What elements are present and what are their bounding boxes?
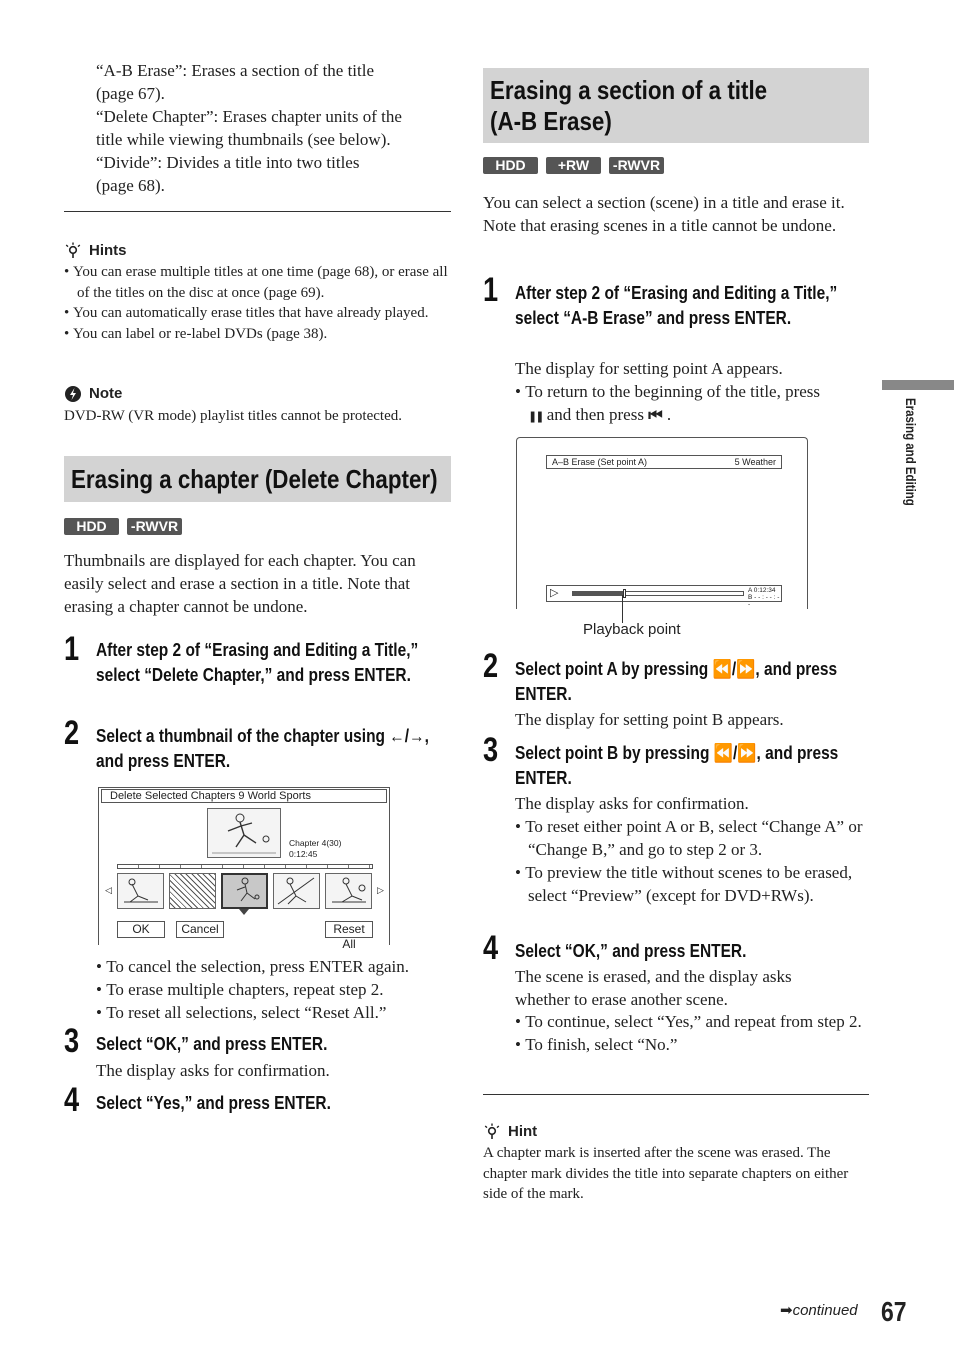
callout-line (622, 595, 623, 623)
badge-hdd: HDD (64, 518, 119, 535)
step-number: 3 (64, 1022, 80, 1060)
section-heading-delete-chapter (64, 456, 451, 502)
hint-text: A chapter mark is inserted after the scene was erased. The chapter mark divides the title into separate chapters on either side of the mark. (483, 1145, 849, 1202)
note-label: Note (89, 385, 123, 402)
list-item: • To preview the title without scenes to be erased, select “Preview” (except for DVD+RWs). (515, 863, 853, 905)
list-item: • To cancel the selection, press ENTER again. (96, 957, 410, 976)
list-item: • You can automatically erase titles that have already played. (64, 305, 429, 321)
step4-bullets (515, 1010, 869, 1056)
callout-label: Playback point (583, 621, 681, 638)
list-item: • You can label or re-label DVDs (page 38). (64, 325, 328, 342)
step-text: Select “OK,” and press ENTER. (96, 1034, 328, 1054)
side-tab-bar (882, 380, 954, 390)
ab-erase-screen (516, 437, 808, 609)
step-text: Select point A by pressing ⏪/⏩, and press ENTER. (515, 659, 838, 704)
step-number: 2 (483, 647, 499, 685)
chapter-thumbnail[interactable] (117, 873, 164, 909)
hint-label: Hint (508, 1123, 538, 1140)
playback-bar (546, 585, 782, 608)
step-description: The display asks for confirmation. (515, 794, 749, 813)
divider (64, 211, 451, 212)
step-text: Select “OK,” and press ENTER. (515, 941, 747, 961)
list-item: • To reset all selections, select “Reset All.” (96, 1003, 387, 1022)
list-item: • To reset either point A or B, select “Change A” or “Change B,” and go to step 2 or 3. (515, 817, 863, 859)
step-number: 1 (64, 630, 80, 668)
screen-header: A–B Erase (Set point A) 5 Weather (546, 455, 782, 469)
delete-chapter-screen (98, 787, 390, 951)
badge-plus-rw: +RW (546, 157, 601, 174)
step-description: The display for setting point B appears. (515, 710, 784, 729)
scroll-left-arrow-icon[interactable]: ◁ (105, 885, 112, 895)
list-item: • To continue, select “Yes,” and repeat from step 2. (515, 1012, 862, 1031)
chapter-thumbnail[interactable] (325, 873, 372, 909)
step3-bullets (515, 815, 869, 907)
preview-thumbnail (207, 808, 281, 858)
step-description: The display for setting point A appears. (515, 359, 783, 378)
step-number: 4 (64, 1081, 80, 1119)
step-description: The display asks for confirmation. (96, 1061, 330, 1080)
section-title-line1: Erasing a section of a title (490, 75, 768, 105)
timeline-played (573, 592, 625, 595)
step-text: Select point B by pressing ⏪/⏩, and press ENTER. (515, 743, 839, 788)
list-item: • You can erase multiple titles at one time (page 68), or erase all of the titles on the disc at once (page 69). (64, 264, 448, 301)
badge-rwvr: -RWVR (127, 518, 182, 535)
chapter-info: Chapter 4(30) 0:12:45 (289, 838, 342, 859)
reset-all-button[interactable]: Reset All (325, 921, 373, 938)
side-tab-label: Erasing and Editing (903, 398, 919, 506)
continued-note: ➡continued (780, 1302, 858, 1319)
section2-intro: You can select a section (scene) in a title and erase it. Note that erasing scenes in a title cannot be undone. (483, 193, 845, 235)
hints-list (64, 262, 454, 344)
play-icon: ▷ (550, 587, 559, 599)
ok-button[interactable]: OK (117, 921, 165, 938)
badge-rwvr: -RWVR (609, 157, 664, 174)
hints-label: Hints (89, 242, 127, 259)
section1-intro: Thumbnails are displayed for each chapter. You can easily select and erase a section in a title. Note that erasing a chapter cannot be undone. (64, 551, 416, 616)
list-item: • To erase multiple chapters, repeat step 2. (96, 980, 384, 999)
step-description: The scene is erased, and the display asks whether to erase another scene. (515, 967, 792, 1009)
scroll-right-arrow-icon[interactable]: ▷ (377, 885, 384, 895)
step-text: After step 2 of “Erasing and Editing a Title,” select “Delete Chapter,” and press ENTER. (96, 640, 419, 685)
lightbulb-icon (483, 1123, 501, 1141)
screen-header: Delete Selected Chapters 9 World Sports (101, 789, 387, 803)
step-text: After step 2 of “Erasing and Editing a Title,” select “A-B Erase” and press ENTER. (515, 283, 838, 328)
soccer-player-image (208, 809, 280, 857)
step-text: Select a thumbnail of the chapter using ←/→, and press ENTER. (96, 726, 429, 771)
list-item: • To return to the beginning of the title, press ❚❚ and then press ⏮ . (515, 382, 821, 424)
cancel-button[interactable]: Cancel (176, 921, 224, 938)
list-item: • To finish, select “No.” (515, 1035, 678, 1054)
chapter-thumbnail[interactable] (169, 873, 216, 909)
chapter-thumbnail-selected[interactable] (221, 873, 268, 909)
step2-bullets (96, 955, 466, 1024)
timecode: A 0:12:34 B - - : - - : - - (748, 587, 780, 608)
playback-point-marker[interactable] (623, 589, 626, 598)
chapter-thumbnail[interactable] (273, 873, 320, 909)
section-title: Erasing a chapter (Delete Chapter) (71, 464, 438, 494)
page-number: 67 (881, 1296, 907, 1327)
chapter-timeline (117, 864, 373, 869)
pause-icon: ❚❚ (528, 411, 543, 423)
lightbulb-icon (64, 242, 82, 260)
note-icon (64, 385, 82, 403)
section-heading-ab-erase (483, 68, 869, 143)
selection-pointer (239, 909, 249, 915)
section-title-line2: (A-B Erase) (490, 106, 612, 136)
previous-icon: ⏮ (648, 407, 663, 424)
badge-hdd: HDD (483, 157, 538, 174)
step-text: Select “Yes,” and press ENTER. (96, 1093, 331, 1113)
top-definition-list: “A-B Erase”: Erases a section of the title (page 67). “Delete Chapter”: Erases chapter units of the title while viewing thumbnails (see below). “Divide”: Divides a title into two titles (page 68). (96, 61, 402, 195)
step-number: 1 (483, 271, 499, 309)
step-number: 2 (64, 714, 80, 752)
arrow-right-icon: ➡ (780, 1302, 793, 1319)
step-number: 4 (483, 929, 499, 967)
divider (483, 1094, 869, 1095)
step-number: 3 (483, 731, 499, 769)
note-text: DVD-RW (VR mode) playlist titles cannot be protected. (64, 408, 402, 424)
